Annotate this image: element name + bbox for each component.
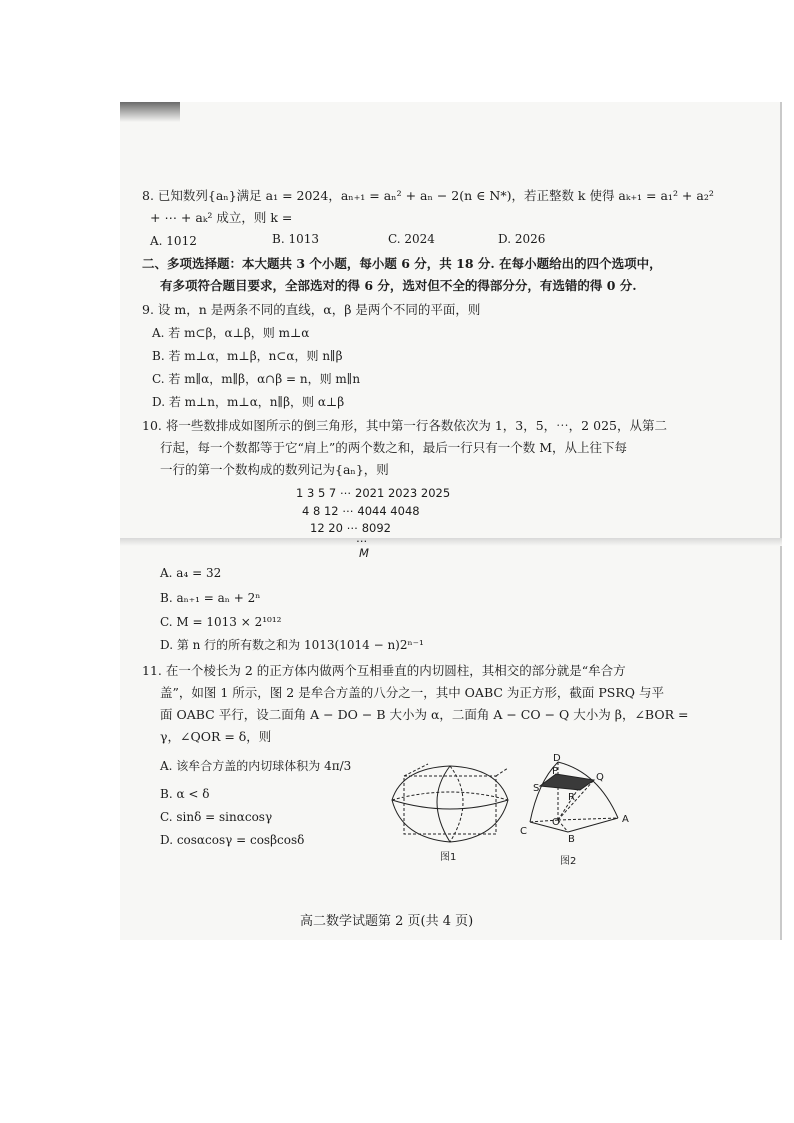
section2-line2: 有多项符合题目要求，全部选对的得 6 分，选对但不全的得部分分，有选错的得 0 分. [160, 278, 637, 293]
q10-option-a: A. a₄ = 32 [160, 566, 222, 580]
q9-stem: 9. 设 m，n 是两条不同的直线，α，β 是两个不同的平面，则 [142, 302, 481, 317]
q10-option-b: B. aₙ₊₁ = aₙ + 2ⁿ [160, 591, 261, 605]
point-s: S [533, 783, 540, 794]
q8-option-b: B. 1013 [272, 232, 319, 246]
q9-option-a: A. 若 m⊂β，α⊥β，则 m⊥α [152, 326, 310, 340]
q11-option-a: A. 该牟合方盖的内切球体积为 4π/3 [160, 759, 352, 773]
q11-line1: 11. 在一个棱长为 2 的正方体内做两个互相垂直的内切圆柱，其相交的部分就是“牟合方 [142, 663, 626, 678]
triangle-row4: ⋯ [356, 534, 368, 548]
point-o: O [552, 817, 560, 828]
section2-line1: 二、多项选择题：本大题共 3 个小题，每小题 6 分，共 18 分. 在每小题给出的四个选项中， [142, 256, 662, 271]
q9-option-d: D. 若 m⊥n，m⊥α，n∥β，则 α⊥β [152, 395, 345, 409]
triangle-row2: 4 8 12 ⋯ 4044 4048 [302, 504, 420, 518]
triangle-row5: M [359, 546, 369, 560]
q8-option-d: D. 2026 [498, 232, 546, 246]
q8-line2: + ⋯ + aₖ² 成立，则 k = [150, 210, 293, 225]
point-d: D [553, 753, 561, 764]
triangle-row3: 12 20 ⋯ 8092 [310, 521, 391, 535]
triangle-row1: 1 3 5 7 ⋯ 2021 2023 2025 [296, 486, 451, 500]
figure1-label: 图1 [440, 852, 457, 863]
q8-line1: 8. 已知数列{aₙ}满足 a₁ = 2024，aₙ₊₁ = aₙ² + aₙ − 2(n ∈ N*)，若正整数 k 使得 aₖ₊₁ = a₁² + a₂² [142, 188, 714, 203]
point-r: R [568, 792, 575, 803]
q9-option-b: B. 若 m⊥α，m⊥β，n⊂α，则 n∥β [152, 349, 343, 363]
q10-line2: 行起，每一个数都等于它“肩上”的两个数之和，最后一行只有一个数 M，从上往下每 [160, 440, 628, 455]
q8-option-a: A. 1012 [150, 234, 197, 248]
page-fold [120, 538, 782, 546]
q11-option-b: B. α < δ [160, 787, 210, 801]
q10-line3: 一行的第一个数构成的数列记为{aₙ}，则 [160, 462, 389, 477]
q9-option-c: C. 若 m∥α，m∥β，α∩β = n，则 m∥n [152, 372, 361, 386]
figure1-mouhefanggai [384, 760, 516, 846]
page-footer: 高二数学试题第 2 页(共 4 页) [300, 914, 474, 929]
q8-option-c: C. 2024 [388, 232, 435, 246]
q10-option-c: C. M = 1013 × 2¹⁰¹² [160, 615, 282, 629]
q11-line4: γ，∠QOR = δ，则 [160, 729, 272, 744]
q11-line3: 面 OABC 平行，设二面角 A − DO − B 大小为 α，二面角 A − CO − Q 大小为 β，∠BOR = [160, 707, 689, 722]
q10-option-d: D. 第 n 行的所有数之和为 1013(1014 − n)2ⁿ⁻¹ [160, 638, 424, 652]
point-c: C [520, 826, 527, 837]
page-shadow [120, 102, 180, 122]
point-p: P [552, 766, 559, 777]
q11-option-c: C. sinδ = sinαcosγ [160, 810, 273, 824]
q11-line2: 盖”，如图 1 所示，图 2 是牟合方盖的八分之一，其中 OABC 为正方形，截面 PSRQ 与平 [160, 685, 664, 700]
q11-option-d: D. cosαcosγ = cosβcosδ [160, 833, 305, 847]
q10-line1: 10. 将一些数排成如图所示的倒三角形，其中第一行各数依次为 1，3，5，⋯，2 025，从第二 [142, 418, 667, 433]
point-a: A [622, 814, 629, 825]
point-q: Q [596, 772, 604, 783]
point-b: B [568, 834, 575, 845]
figure2-label: 图2 [560, 856, 577, 867]
section-psrq [540, 774, 594, 790]
